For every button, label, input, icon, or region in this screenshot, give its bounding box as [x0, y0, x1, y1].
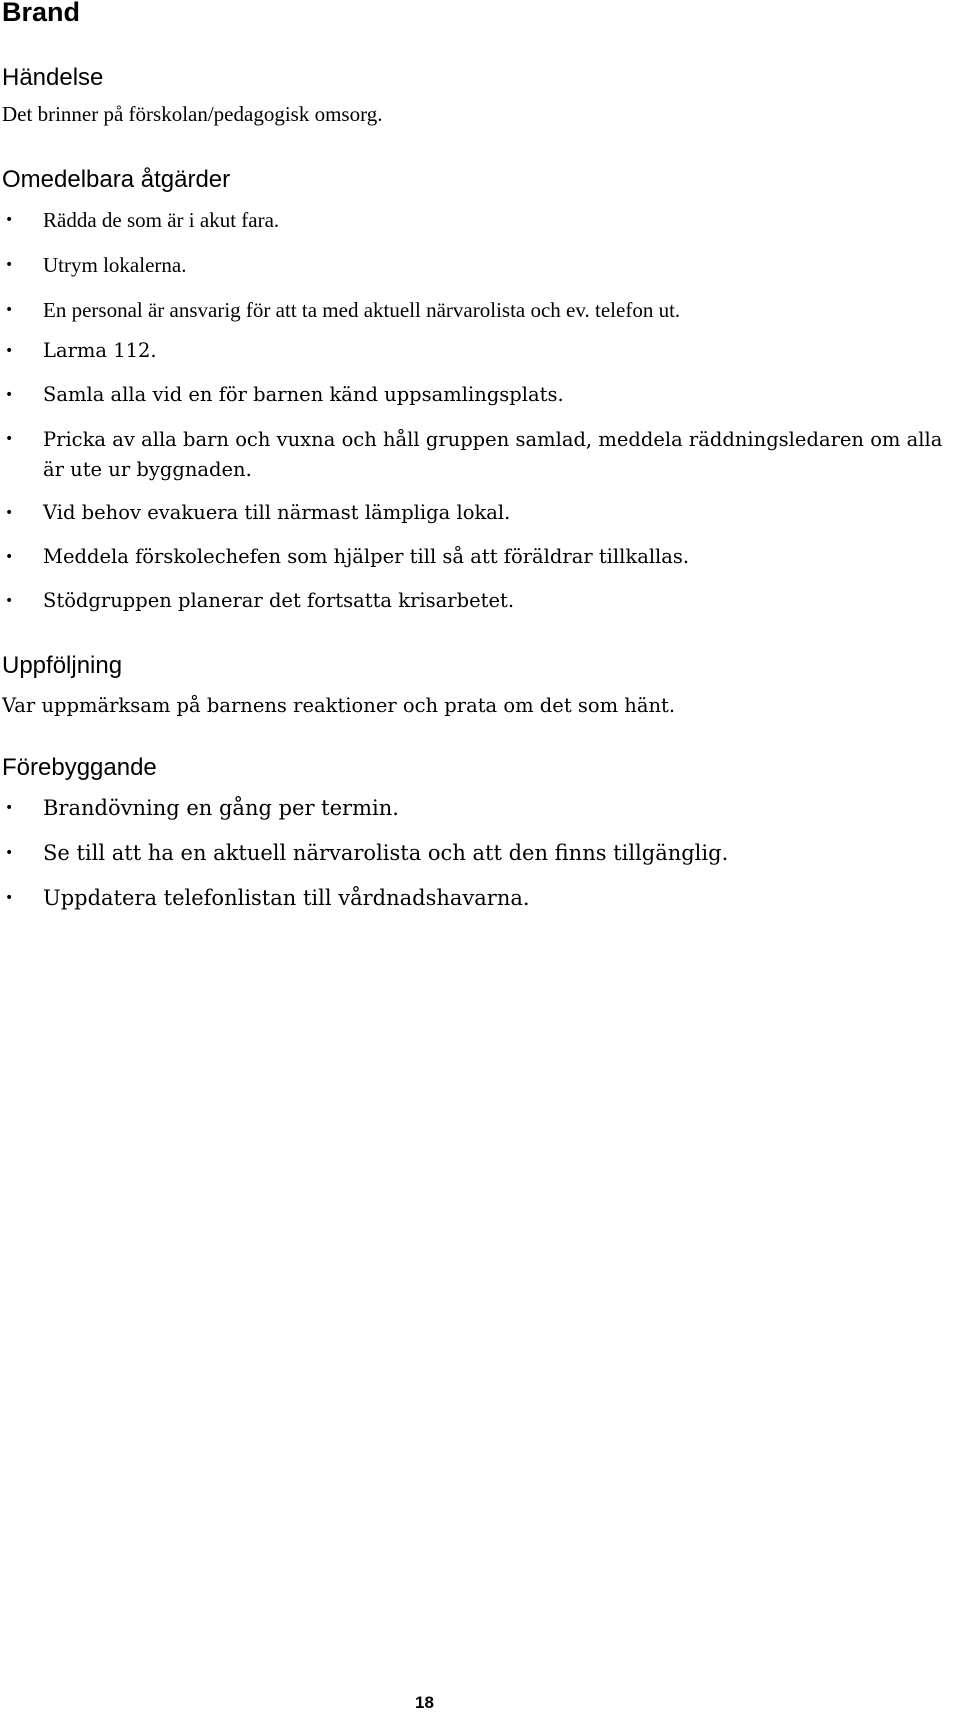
list-item-text: Pricka av alla barn och vuxna och håll gruppen samlad, meddela räddningsledaren om alla är ute ur byggnaden. [43, 428, 943, 481]
list-item [0, 425, 953, 485]
list-item [0, 337, 960, 365]
list-item [0, 839, 960, 867]
bullet-icon: • [5, 890, 14, 906]
list-item-text: Utrym lokalerna. [43, 253, 187, 277]
atgarder-list-continued [0, 337, 960, 615]
list-item [0, 587, 960, 615]
section-heading-forebyggande: Förebyggande [2, 754, 157, 781]
bullet-icon: • [5, 257, 14, 273]
list-item [0, 884, 960, 912]
forebyggande-list [0, 794, 960, 912]
list-item-text: Larma 112. [43, 339, 157, 362]
bullet-icon: • [5, 212, 14, 228]
bullet-icon: • [5, 845, 14, 861]
list-item [0, 381, 960, 409]
list-item [0, 543, 960, 571]
section-heading-handelse: Händelse [2, 64, 104, 91]
page-number: 18 [415, 1693, 434, 1712]
bullet-icon: • [5, 431, 14, 447]
list-item-text: Rädda de som är i akut fara. [43, 208, 280, 232]
list-item-text: Stödgruppen planerar det fortsatta krisarbetet. [43, 589, 515, 612]
list-item [0, 206, 960, 234]
bullet-icon: • [5, 302, 14, 318]
list-item-text: Uppdatera telefonlistan till vårdnadshavarna. [43, 886, 530, 910]
list-item [0, 296, 960, 324]
list-item-text: Vid behov evakuera till närmast lämpliga lokal. [43, 501, 511, 524]
section-text-handelse: Det brinner på förskolan/pedagogisk omsorg. [2, 102, 383, 126]
list-item-text: En personal är ansvarig för att ta med aktuell närvarolista och ev. telefon ut. [43, 298, 681, 322]
list-item-text: Se till att ha en aktuell närvarolista och att den finns tillgänglig. [43, 841, 729, 865]
list-item-text: Brandövning en gång per termin. [43, 796, 399, 820]
bullet-icon: • [5, 387, 14, 403]
section-text-uppfoljning: Var uppmärksam på barnens reaktioner och prata om det som hänt. [2, 694, 676, 717]
section-heading-atgarder: Omedelbara åtgärder [2, 166, 231, 193]
atgarder-list [0, 206, 960, 324]
list-item-text: Meddela förskolechefen som hjälper till så att föräldrar tillkallas. [43, 545, 690, 568]
bullet-icon: • [5, 800, 14, 816]
list-item [0, 499, 960, 527]
list-item-text: Samla alla vid en för barnen känd uppsamlingsplats. [43, 383, 564, 406]
list-item [0, 794, 960, 822]
bullet-icon: • [5, 549, 14, 565]
section-heading-uppfoljning: Uppföljning [2, 652, 123, 679]
bullet-icon: • [5, 505, 14, 521]
bullet-icon: • [5, 343, 14, 359]
bullet-icon: • [5, 593, 14, 609]
list-item [0, 251, 960, 279]
document-title: Brand [2, 0, 81, 27]
